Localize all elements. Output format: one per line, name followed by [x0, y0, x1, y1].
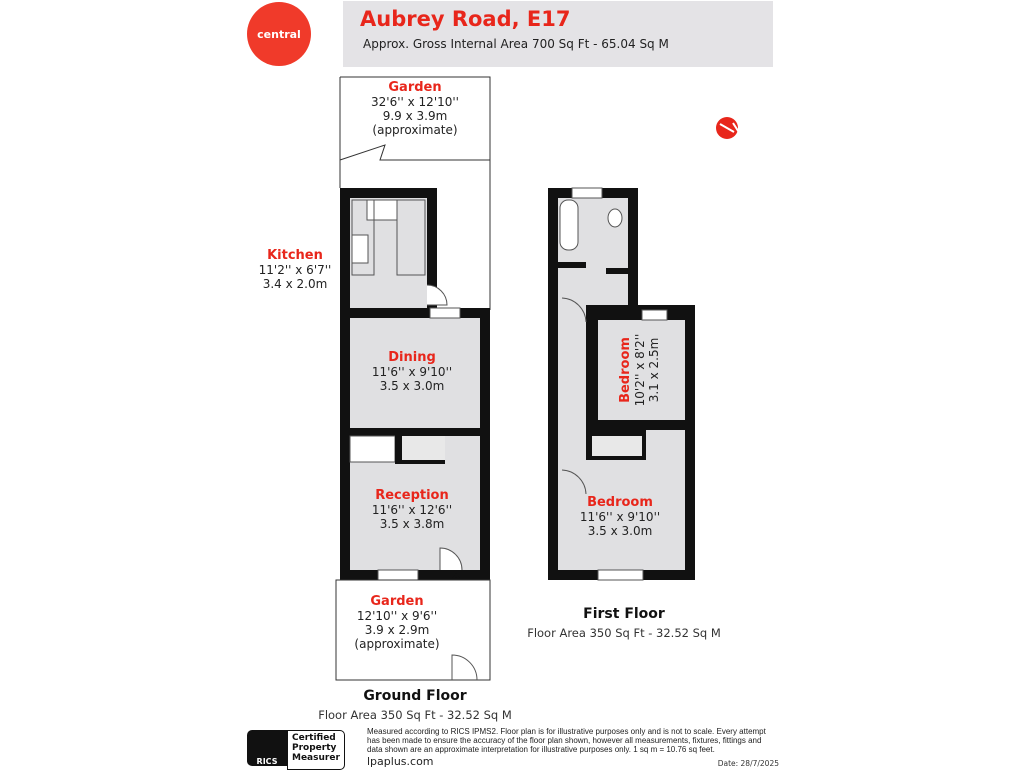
certified-badge: Certified Property Measurer	[287, 730, 345, 770]
room-bedroom-2: Bedroom 11'6'' x 9'10'' 3.5 x 3.0m	[579, 495, 661, 538]
page-title: Aubrey Road, E17	[360, 7, 571, 31]
room-reception: Reception 11'6'' x 12'6'' 3.5 x 3.8m	[371, 488, 453, 531]
disclaimer: Measured according to RICS IPMS2. Floor plan is for illustrative purposes only and is not to scale. Every attempt has been made to ensure the accuracy of the floor plan shown, however all measurements, fixtures, fittings and data shown are an approximate interpretation for illustrative purposes only. 1 sq m = 10.76 sq feet.	[367, 727, 766, 754]
ground-floor-caption: Ground Floor Floor Area 350 Sq Ft - 32.52 Sq M	[318, 688, 512, 722]
room-garden-front: Garden 12'10'' x 9'6'' 3.9 x 2.9m (approximate)	[354, 594, 440, 651]
gross-area: Approx. Gross Internal Area 700 Sq Ft - 65.04 Sq M	[363, 37, 669, 51]
rics-logo: RICS	[247, 730, 287, 766]
room-kitchen: Kitchen 11'2'' x 6'7'' 3.4 x 2.0m	[258, 248, 332, 291]
room-dining: Dining 11'6'' x 9'10'' 3.5 x 3.0m	[371, 350, 453, 393]
logo-text: central	[257, 27, 301, 41]
footer-text	[367, 727, 779, 768]
room-bedroom-1: Bedroom 10'2'' x 8'2'' 3.1 x 2.5m	[618, 333, 661, 407]
room-garden-rear: Garden 32'6'' x 12'10'' 9.9 x 3.9m (approximate)	[371, 80, 459, 137]
website-link[interactable]: lpaplus.com	[367, 755, 434, 768]
footer-row	[367, 755, 779, 768]
first-floor-caption: First Floor Floor Area 350 Sq Ft - 32.52 Sq M	[527, 606, 721, 640]
date: Date: 28/7/2025	[717, 759, 779, 768]
compass-icon	[716, 117, 742, 139]
